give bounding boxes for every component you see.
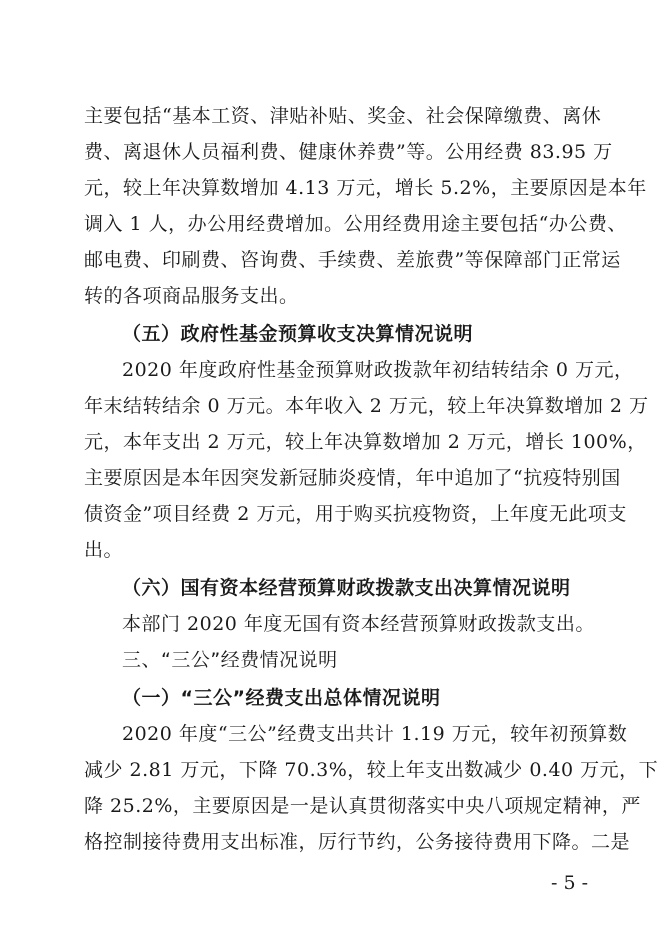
body-line: 调入 1 人，办公用经费增加。公用经费用途主要包括“办公费、	[84, 213, 627, 235]
body-line: 费、离退休人员福利费、健康休养费”等。公用经费 83.95 万	[84, 141, 613, 163]
section-heading-fund-budget: （五）政府性基金预算收支决算情况说明	[122, 323, 474, 345]
body-line: 降 25.2%，主要原因是一是认真贯彻落实中央八项规定精神，严	[84, 795, 641, 817]
body-line: 元，较上年决算数增加 4.13 万元，增长 5.2%，主要原因是本年	[84, 177, 647, 199]
body-line: 本部门 2020 年度无国有资本经营预算财政拨款支出。	[122, 613, 595, 635]
body-line: 转的各项商品服务支出。	[84, 285, 299, 307]
page-number: - 5 -	[550, 872, 588, 894]
body-line: 减少 2.81 万元，下降 70.3%，较上年支出数减少 0.40 万元，下	[84, 759, 659, 781]
section-heading-three-public: 三、“三公”经费情况说明	[122, 649, 338, 671]
section-heading-state-capital: （六）国有资本经营预算财政拨款支出决算情况说明	[122, 577, 571, 599]
body-line: 主要原因是本年因突发新冠肺炎疫情，年中追加了“抗疫特别国	[84, 467, 621, 489]
body-line: 邮电费、印刷费、咨询费、手续费、差旅费”等保障部门正常运	[84, 249, 621, 271]
body-line: 格控制接待费用支出标准，厉行节约，公务接待费用下降。二是	[84, 831, 631, 853]
body-line: 2020 年度政府性基金预算财政拨款年初结转结余 0 万元，	[122, 359, 634, 381]
body-line: 元，本年支出 2 万元，较上年决算数增加 2 万元，增长 100%，	[84, 431, 647, 453]
body-line: 年末结转结余 0 万元。本年收入 2 万元，较上年决算数增加 2 万	[84, 395, 649, 417]
body-line: 出。	[84, 539, 124, 561]
section-heading-three-public-overview: （一）“三公”经费支出总体情况说明	[122, 687, 441, 709]
body-line: 债资金”项目经费 2 万元，用于购买抗疫物资，上年度无此项支	[84, 503, 627, 525]
body-line: 主要包括“基本工资、津贴补贴、奖金、社会保障缴费、离休	[84, 105, 602, 127]
body-line: 2020 年度“三公”经费支出共计 1.19 万元，较年初预算数	[122, 723, 628, 745]
